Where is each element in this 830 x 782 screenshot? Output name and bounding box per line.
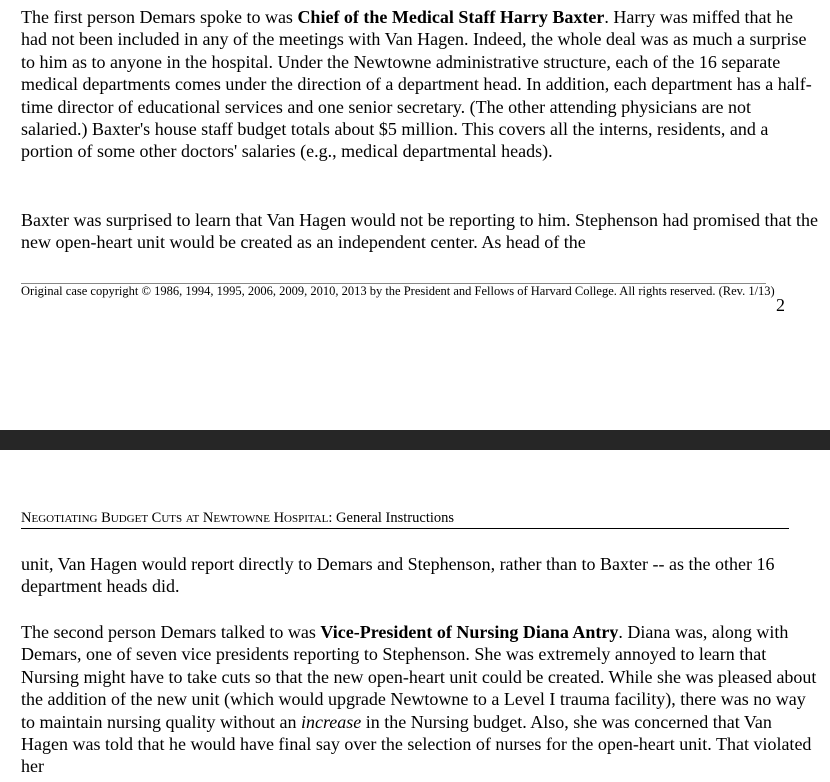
paragraph-text: The second person Demars talked to was [21,622,321,642]
paragraph-text: . Diana was, along with Demars, one of seven vice presidents reporting to Stephenson. She was extremely annoyed to learn that Nursing might have to take cuts so that the new open-heart unit could be created. While she was pleased about the addition of the new unit (which would upgrade Newtowne to a Level I trauma facility), there was no way to maintain nursing quality without an [21,622,817,732]
running-header: NEGOTIATING BUDGET CUTS AT NEWTOWNE HOSPITAL: General Instructions [21,510,455,526]
paragraph-text: . Harry was miffed that he had not been included in any of the meetings with Van Hagen. Indeed, the whole deal was as much a surprise to him as to anyone in the hospital. Under the Newtowne administrative structure, each of the 16 separate medical departments comes under the direction of a department head. In addition, each department has a half-time director of educational services and one senior secretary. (The other attending physicians are not salaried.) Baxter's house staff budget totals about $5 million. This covers all the interns, residents, and a portion of some other doctors' salaries (e.g., medical departmental heads). [21,7,812,162]
paragraph-van-hagen-reporting: unit, Van Hagen would report directly to Demars and Stephenson, rather than to Baxter -- as the other 16 department heads did. [21,554,775,597]
bold-name-baxter: Chief of the Medical Staff Harry Baxter [297,7,605,27]
header-divider [21,528,789,529]
italic-emphasis: increase [300,711,362,732]
paragraph-antry [21,621,821,778]
page-separator [0,430,830,450]
paragraph-baxter [21,6,821,163]
document-page-lower [0,450,830,782]
bold-name-antry: Vice-President of Nursing Diana Antry [320,622,619,642]
paragraph-text: The first person Demars spoke to was [21,7,298,27]
paragraph-text: in the Nursing budget. Also, she was concerned that Van Hagen was told that he would have final say over the selection of nurses for the open-heart unit. That violated her [21,711,812,777]
paragraph-baxter-surprised: Baxter was surprised to learn that Van Hagen would not be reporting to him. Stephenson had promised that the new open-heart unit would be created as an independent center. As head of the [21,210,819,253]
page-number: 2 [776,295,785,315]
copyright-footnote: Original case copyright © 1986, 1994, 1995, 2006, 2009, 2010, 2013 by the President and Fellows of Harvard College. All rights reserved. (Rev. 1/13) [21,284,775,298]
